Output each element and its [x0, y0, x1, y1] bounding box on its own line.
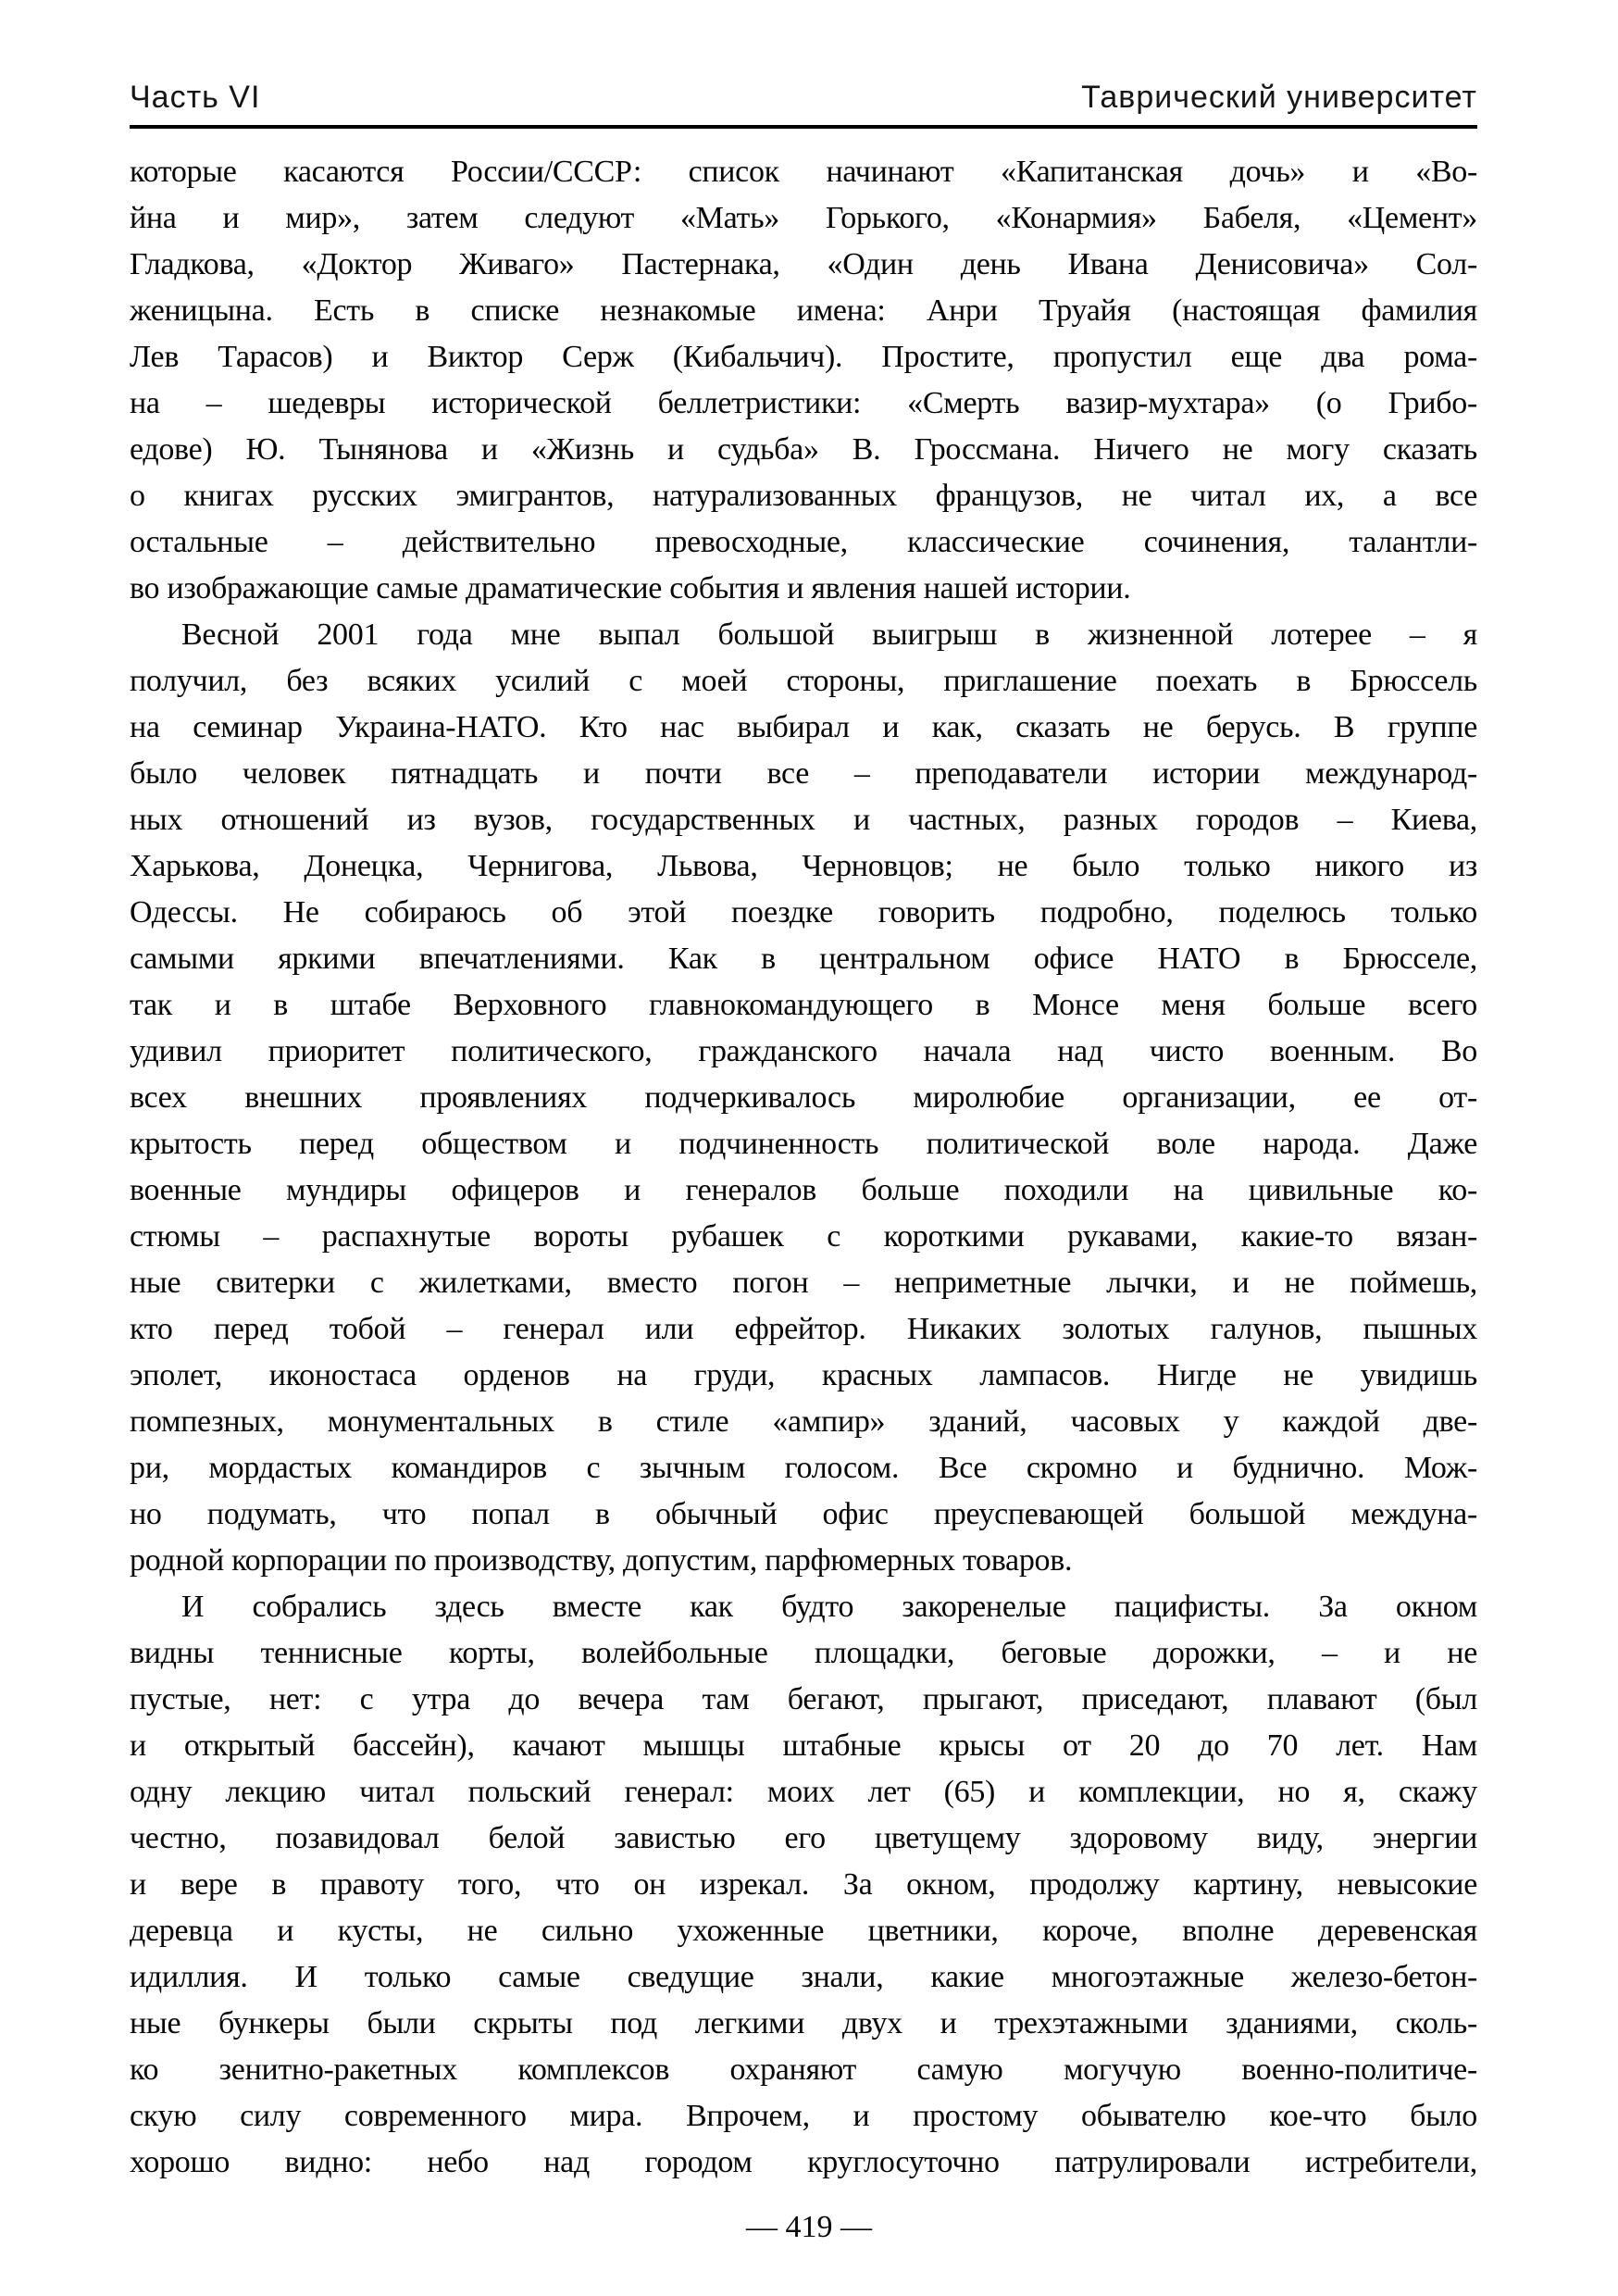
text-line: одну лекцию читал польский генерал: моих лет (65) и комплекции, но я, скажу [130, 1775, 1477, 1809]
text-line: Харькова, Донецка, Чернигова, Львова, Черновцов; не было только никого из [130, 849, 1477, 883]
text-line: И собрались здесь вместе как будто закоренелые пацифисты. За окном [181, 1590, 1477, 1624]
text-line: стюмы – распахнутые вороты рубашек с короткими рукавами, какие-то вязан- [130, 1219, 1477, 1254]
text-line: Весной 2001 года мне выпал большой выигрыш в жизненной лотерее – я [181, 618, 1477, 652]
text-line: скую силу современного мира. Впрочем, и простому обывателю кое-что было [130, 2099, 1477, 2133]
text-line: ри, мордастых командиров с зычным голосом. Все скромно и буднично. Мож- [130, 1451, 1477, 1485]
header-part-label: Часть VI [130, 80, 261, 115]
text-line: эполет, иконостаса орденов на груди, красных лампасов. Нигде не увидишь [130, 1358, 1477, 1392]
page-number: — 419 — [746, 2210, 872, 2244]
text-line: родной корпорации по производству, допустим, парфюмерных товаров. [130, 1543, 1073, 1578]
body-text [130, 149, 1477, 2186]
text-line: йна и мир», затем следуют «Мать» Горького, «Конармия» Бабеля, «Цемент» [130, 201, 1477, 235]
text-line: честно, позавидовал белой завистью его цветущему здоровому виду, энергии [130, 1821, 1477, 1855]
text-line: но подумать, что попал в обычный офис преуспевающей большой междуна- [130, 1497, 1477, 1531]
header-rule [130, 125, 1477, 129]
text-line: на семинар Украина-НАТО. Кто нас выбирал и как, сказать не берусь. В группе [130, 710, 1477, 744]
running-header [0, 0, 1618, 116]
text-line: которые касаются России/СССР: список начинают «Капитанская дочь» и «Во- [130, 155, 1477, 189]
text-line: ко зенитно-ракетных комплексов охраняют самую могучую военно-политиче- [130, 2053, 1477, 2087]
text-line: видны теннисные корты, волейбольные площадки, беговые дорожки, – и не [130, 1636, 1477, 1670]
text-line: удивил приоритет политического, гражданского начала над чисто военным. Во [130, 1034, 1477, 1068]
text-line: едове) Ю. Тынянова и «Жизнь и судьба» В. Гроссмана. Ничего не могу сказать [130, 432, 1477, 467]
text-line: во изображающие самые драматические события и явления нашей истории. [130, 571, 1131, 605]
text-line: было человек пятнадцать и почти все – преподаватели истории международ- [130, 756, 1477, 791]
text-line: всех внешних проявлениях подчеркивалось миролюбие организации, ее от- [130, 1080, 1477, 1115]
text-line: помпезных, монументальных в стиле «ампир» зданий, часовых у каждой две- [130, 1404, 1477, 1439]
text-line: крытость перед обществом и подчиненность политической воле народа. Даже [130, 1127, 1477, 1161]
text-line: на – шедевры исторической беллетристики: «Смерть вазир-мухтара» (о Грибо- [130, 386, 1477, 420]
text-line: кто перед тобой – генерал или ефрейтор. Никаких золотых галунов, пышных [130, 1312, 1477, 1346]
text-line: остальные – действительно превосходные, классические сочинения, талантли- [130, 525, 1477, 559]
text-line: женицына. Есть в списке незнакомые имена: Анри Труайя (настоящая фамилия [130, 293, 1477, 328]
text-line: о книгах русских эмигрантов, натурализованных французов, не читал их, а все [130, 479, 1477, 513]
text-line: ные бункеры были скрыты под легкими двух и трехэтажными зданиями, сколь- [130, 2006, 1477, 2040]
text-line: деревца и кусты, не сильно ухоженные цветники, короче, вполне деревенская [130, 1914, 1477, 1948]
text-line: хорошо видно: небо над городом круглосуточно патрулировали истребители, [130, 2145, 1477, 2179]
text-line: пустые, нет: с утра до вечера там бегают, прыгают, приседают, плавают (был [130, 1682, 1477, 1716]
text-line: так и в штабе Верховного главнокомандующего в Монсе меня больше всего [130, 988, 1477, 1022]
header-chapter-title: Таврический университет [1081, 80, 1477, 115]
text-line: ных отношений из вузов, государственных и частных, разных городов – Киева, [130, 803, 1477, 837]
text-line: получил, без всяких усилий с моей стороны, приглашение поехать в Брюссель [130, 664, 1477, 698]
paragraph [130, 612, 1477, 1584]
text-line: военные мундиры офицеров и генералов больше походили на цивильные ко- [130, 1173, 1477, 1207]
text-line: самыми яркими впечатлениями. Как в центральном офисе НАТО в Брюсселе, [130, 942, 1477, 976]
text-line: Лев Тарасов) и Виктор Серж (Кибальчич). Простите, пропустил еще два рома- [130, 340, 1477, 374]
text-line: Одессы. Не собираюсь об этой поездке говорить подробно, поделюсь только [130, 895, 1477, 930]
text-line: идиллия. И только самые сведущие знали, какие многоэтажные железо-бетон- [130, 1960, 1477, 1994]
text-line: и открытый бассейн), качают мышцы штабные крысы от 20 до 70 лет. Нам [130, 1728, 1477, 1763]
text-line: Гладкова, «Доктор Живаго» Пастернака, «Один день Ивана Денисовича» Сол- [130, 247, 1477, 281]
paragraph [130, 1584, 1477, 2186]
text-line: и вере в правоту того, что он изрекал. За окном, продолжу картину, невысокие [130, 1867, 1477, 1902]
paragraph [130, 149, 1477, 612]
text-line: ные свитерки с жилетками, вместо погон – неприметные лычки, и не поймешь, [130, 1266, 1477, 1300]
